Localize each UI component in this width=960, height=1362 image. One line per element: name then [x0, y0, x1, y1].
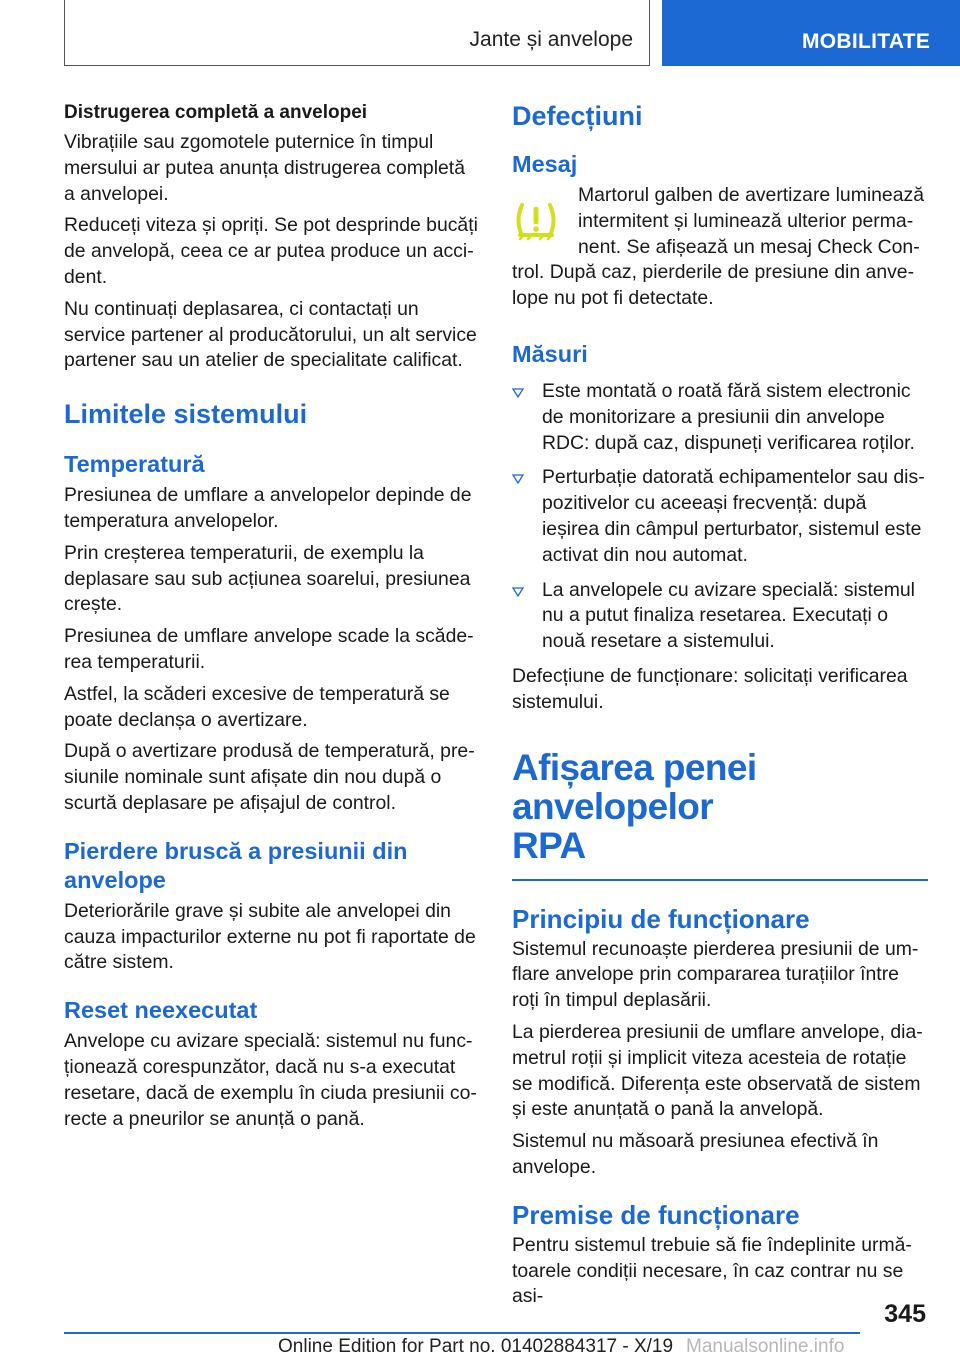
temperature-paragraph-4: Astfel, la scăderi excesive de temperatură se poate declanșa o avertizare. — [64, 682, 450, 731]
principle-heading: Principiu de funcționare — [512, 903, 810, 934]
page-header — [0, 0, 960, 66]
footer-source-watermark: Manualsonline.info — [686, 1336, 845, 1357]
rpa-heading-line-1: Afișarea penei anvelopelor — [512, 746, 757, 827]
temperature-paragraph-2: Prin creșterea temperaturii, de exemplu la deplasare sau sub acțiunea soarelui, presiunea crește. — [64, 541, 471, 616]
malfunction-paragraph: Defecțiune de funcționare: solicitați verificarea sistemului. — [512, 664, 908, 713]
limits-heading: Limitele sistemului — [64, 399, 308, 430]
rpa-heading — [512, 748, 928, 865]
measure-text: La anvelopele cu avizare specială: sistemul nu a putut finaliza resetarea. Executați o nouă resetare a sistemului. — [542, 578, 915, 653]
message-block — [512, 183, 928, 312]
triangle-right-icon — [512, 587, 524, 597]
left-column — [64, 100, 478, 1138]
temperature-heading: Temperatură — [64, 451, 205, 478]
footer-rule — [64, 1332, 860, 1334]
list-item — [512, 578, 928, 655]
temperature-paragraph-1: Presiunea de umflare a anvelopelor depinde de temperatura anvelopelor. — [64, 484, 472, 532]
pressure-loss-heading: Pierdere bruscă a presiunii din anvelope — [64, 837, 408, 893]
triangle-right-icon — [512, 388, 524, 398]
faults-heading: Defecțiuni — [512, 101, 643, 131]
destroy-heading: Distrugerea completă a anvelopei — [64, 102, 368, 123]
destroy-paragraph-1: Vibrațiile sau zgomotele puternice în timpul mersului ar putea anunța distrugerea completă a anvelopei. — [64, 131, 465, 205]
rpa-heading-line-2: RPA — [512, 824, 586, 866]
measures-list — [512, 379, 928, 655]
prerequisites-heading: Premise de funcționare — [512, 1199, 800, 1230]
measures-heading: Măsuri — [512, 340, 588, 367]
destroy-paragraph-3: Nu continuați deplasarea, ci contactați un service partener al producătorului, un alt service partener sau un atelier de specialitate calificat. — [64, 297, 477, 372]
temperature-paragraph-3: Presiunea de umflare anvelope scade la scăderea temperaturii. — [64, 625, 474, 673]
principle-paragraph-3: Sistemul nu măsoară presiunea efectivă în anvelope. — [512, 1130, 879, 1178]
measure-text: Este montată o roată fără sistem electronic de monitorizare a presiunii din anvelope RDC: după caz, dispuneți verificarea roților. — [542, 379, 915, 454]
chapter-tab — [662, 0, 960, 66]
triangle-right-icon — [512, 474, 524, 484]
measure-text: Perturbație datorată echipamentelor sau dispozitivelor cu aceeași frecvență: după ieșirea din câmpul perturbator, sistemul este activat din nou automat. — [542, 466, 925, 566]
tire-pressure-warning-icon — [512, 197, 560, 245]
pressure-loss-paragraph: Deteriorările grave și subite ale anvelopei din cauza impacturilor externe nu pot fi raportate de către sistem. — [64, 899, 476, 974]
prerequisites-paragraph: Pentru sistemul trebuie să fie îndeplinite următoarele condiții necesare, în caz contrar nu se asi- — [512, 1233, 912, 1308]
principle-paragraph-2: La pierderea presiunii de umflare anvelope, diametrul roții și implicit viteza acesteia de rotație se modifică. Diferența este observată de sistem și este anunțată o pană la anvelopă. — [512, 1020, 923, 1121]
chapter-title: MOBILITATE — [802, 30, 931, 53]
footer-edition: Online Edition for Part no. 01402884317 - X/19 — [278, 1336, 674, 1357]
section-box — [64, 0, 650, 66]
reset-paragraph: Anvelope cu avizare specială: sistemul nu funcționează corespunzător, dacă nu s-a executat resetare, dacă de exemplu în ciuda presiunii corecte a pneurilor se anunță o pană. — [64, 1030, 477, 1130]
reset-heading: Reset neexecutat — [64, 997, 258, 1024]
rpa-heading-rule — [512, 879, 928, 881]
temperature-paragraph-5: După o avertizare produsă de temperatură, presiunile nominale sunt afișate din nou după o scurtă deplasare pe afișajul de control. — [64, 740, 475, 814]
message-paragraph: Martorul galben de avertizare luminează intermitent și luminează ulterior permanent. Se afișează un mesaj Check Control. După caz, pierderile de presiune din anvelope nu pot fi detectate. — [512, 184, 924, 310]
list-item — [512, 379, 928, 456]
right-column — [512, 100, 928, 1316]
list-item — [512, 465, 928, 568]
message-heading: Mesaj — [512, 151, 578, 177]
page-number: 345 — [884, 1300, 926, 1328]
destroy-paragraph-2: Reduceți viteza și opriți. Se pot desprinde bucăți de anvelopă, ceea ce ar putea produce un accident. — [64, 214, 478, 288]
section-title: Jante și anvelope — [469, 28, 633, 51]
principle-paragraph-1: Sistemul recunoaște pierderea presiunii de umflare anvelope prin compararea turațiilor între roți în timpul deplasării. — [512, 937, 919, 1012]
